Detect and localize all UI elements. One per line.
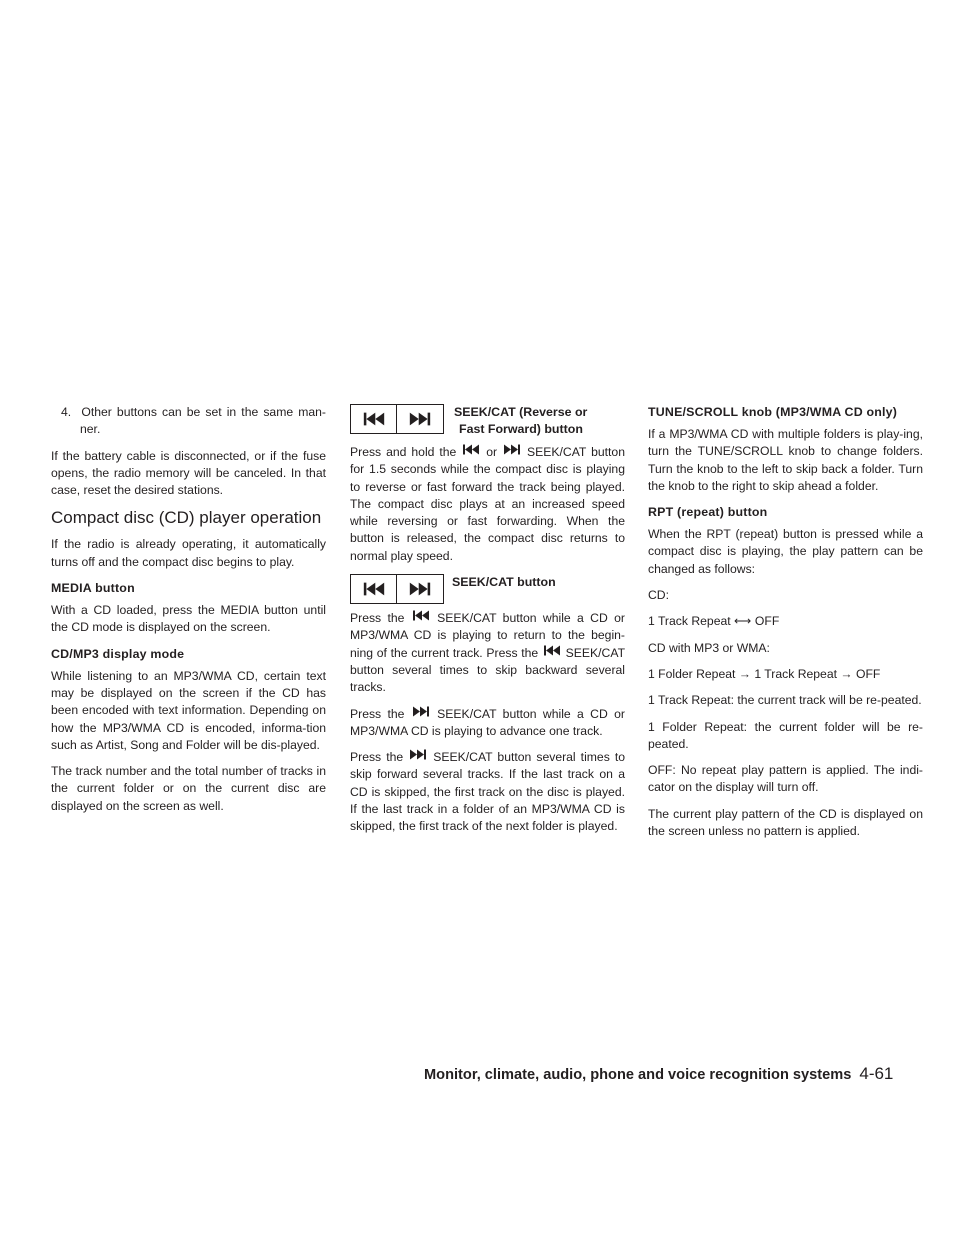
prev-text-c: SEEK/CAT button several times to skip backward several tracks. (350, 645, 626, 695)
rpt-paragraph: When the RPT (repeat) button is pressed while a compact disc is playing, the play pattern can be changed as follows: (648, 527, 923, 576)
skip-previous-icon (361, 582, 387, 596)
step-4 (51, 404, 326, 439)
seek-cat-title: SEEK/CAT button (452, 575, 556, 590)
display-mode-heading: CD/MP3 display mode (51, 646, 185, 661)
seek-cat-heading (350, 574, 625, 604)
step-number: 4. (61, 405, 72, 419)
prev-text-a: Press the (350, 611, 405, 626)
middle-column (350, 404, 625, 845)
current-pattern-paragraph: The current play pattern of the CD is displayed on the screen unless no pattern is applied. (648, 806, 923, 839)
hold-text-or: or (486, 445, 498, 459)
next-button-illustration (397, 574, 444, 604)
skip-previous-icon (361, 412, 387, 426)
prev-button-illustration (350, 574, 397, 604)
seek-reverse-title-line1: SEEK/CAT (Reverse or (454, 405, 588, 419)
seek-reverse-title (454, 404, 587, 438)
step-text: Other buttons can be set in the same man-ner. (80, 405, 326, 437)
media-paragraph: With a CD loaded, press the MEDIA button until the CD mode is displayed on the screen. (51, 603, 326, 635)
section-title: Monitor, climate, audio, phone and voice recognition systems (424, 1067, 852, 1083)
seek-buttons-illustration (350, 574, 444, 604)
tune-scroll-heading: TUNE/SCROLL knob (MP3/WMA CD only) (648, 405, 898, 419)
seek-buttons-illustration (350, 404, 444, 434)
mp3-pattern: 1 Folder Repeat → 1 Track Repeat → OFF (648, 666, 881, 681)
page-footer (424, 1064, 904, 1084)
display-paragraph: While listening to an MP3/WMA CD, certain text may be displayed on the screen if the CD has been encoded with text information. Depending on how the MP3/WMA CD is encoded, informa-tion such as Artist, Song and Folder will be dis-played. (51, 668, 326, 752)
rpt-heading: RPT (repeat) button (648, 505, 768, 520)
prev-button-illustration (350, 404, 397, 434)
next-button-illustration (397, 404, 444, 434)
folder-repeat-paragraph: 1 Folder Repeat: the current folder will be re-peated. (648, 719, 923, 751)
next-one-paragraph (350, 706, 625, 741)
skip-previous-icon (411, 610, 431, 621)
hold-text-b: SEEK/CAT button for 1.5 seconds while the compact disc is playing to reverse or fast forward the track being played. The compact disc plays at an increased speed while reversing or fast forwarding. When the button is released, the compact disc returns to normal play speed. (350, 445, 625, 563)
prev-text-b: SEEK/CAT button while a CD or MP3/WMA CD is playing to return to the begin-ning of the current track. Press the (350, 611, 625, 660)
next-several-paragraph (350, 749, 625, 835)
cd-pattern: 1 Track Repeat ⟷ OFF (648, 614, 780, 629)
skip-next-icon (407, 582, 433, 596)
seek-reverse-title-line2: Fast Forward) button (459, 422, 583, 436)
cd-label: CD: (648, 588, 669, 603)
skip-previous-icon (461, 444, 481, 455)
track-repeat-paragraph: 1 Track Repeat: the current track will be re-peated. (648, 693, 922, 708)
skip-previous-icon (542, 645, 562, 656)
tune-paragraph: If a MP3/WMA CD with multiple folders is play-ing, turn the TUNE/SCROLL knob to change folders. Turn the knob to the left to skip back a folder. Turn the knob to the right to skip ahead a folder. (648, 427, 923, 493)
mp3-label: CD with MP3 or WMA: (648, 640, 770, 655)
radio-operating-paragraph: If the radio is already operating, it automatically turns off and the compact disc begins to play. (51, 537, 326, 569)
skip-next-icon (411, 706, 431, 717)
media-button-heading: MEDIA button (51, 581, 135, 596)
seek-reverse-heading (350, 404, 625, 438)
next-one-text-a: Press the (350, 706, 405, 721)
battery-paragraph: If the battery cable is disconnected, or if the fuse opens, the radio memory will be canceled. In that case, reset the desired stations. (51, 448, 326, 498)
skip-next-icon (408, 749, 428, 760)
off-paragraph: OFF: No repeat play pattern is applied. The indi-cator on the display will turn off. (648, 763, 923, 795)
right-column (648, 404, 923, 849)
cd-operation-heading: Compact disc (CD) player operation (51, 508, 322, 528)
next-several-text-a: Press the (350, 750, 404, 765)
hold-paragraph (350, 444, 625, 565)
prev-paragraph (350, 610, 625, 696)
skip-next-icon (407, 412, 433, 426)
skip-next-icon (502, 444, 522, 455)
next-one-text-b: SEEK/CAT button while a CD or MP3/WMA CD is playing to advance one track. (350, 706, 625, 738)
next-several-text-b: SEEK/CAT button several times to skip forward several tracks. If the last track on a CD is skipped, the first track on the disc is played. If the last track in a folder of an MP3/WMA CD is skipped, the first track of the next folder is played. (350, 750, 626, 834)
hold-text-a: Press and hold the (350, 445, 457, 459)
page-number: 4-61 (859, 1064, 894, 1083)
track-number-paragraph: The track number and the total number of tracks in the current folder or on the current disc are displayed on the screen as well. (51, 764, 326, 813)
left-column (51, 404, 326, 824)
